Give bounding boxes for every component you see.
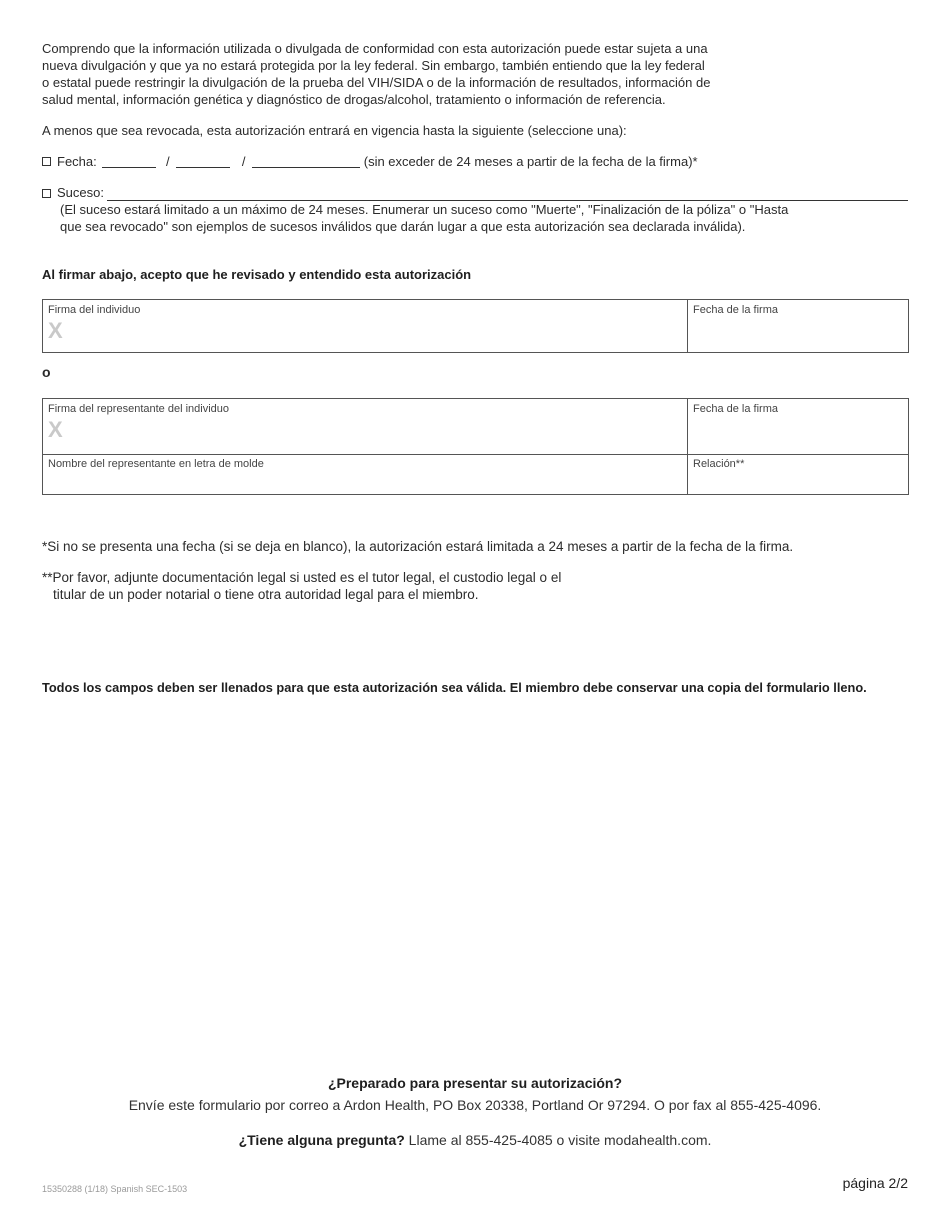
representative-date-cell[interactable] (688, 399, 908, 454)
submit-instructions: Envíe este formulario por correo a Ardon Health, PO Box 20338, Portland Or 97294. O por fax al 855-425-4096. (128, 1097, 822, 1113)
footnote-legal-line: titular de un poder notarial o tiene otra autoridad legal para el miembro. (53, 587, 479, 602)
date-label: Fecha: (57, 154, 97, 169)
or-text: o (42, 364, 51, 380)
sign-heading: Al firmar abajo, acepto que he revisado y entendido esta autorización (42, 267, 472, 282)
event-label: Suceso: (57, 185, 104, 200)
footnote-date: *Si no se presenta una fecha (si se deja en blanco), la autorización estará limitada a 24 meses a partir de la fecha de la firma. (42, 539, 794, 554)
date-checkbox[interactable] (42, 157, 51, 166)
date-month-field[interactable] (102, 156, 156, 168)
date-note: (sin exceder de 24 meses a partir de la fecha de la firma)* (363, 154, 698, 169)
validity-prompt: A menos que sea revocada, esta autorización entrará en vigencia hasta la siguiente (seleccione una): (42, 123, 627, 138)
event-field[interactable] (107, 188, 908, 201)
individual-date-label: Fecha de la firma (693, 304, 778, 316)
date-day-field[interactable] (176, 156, 230, 168)
page-number: página 2/2 (842, 1175, 908, 1191)
intro-line: o estatal puede restringir la divulgación de la prueba del VIH/SIDA o de la información de resultados, información de (42, 75, 711, 90)
intro-line: salud mental, información genética y diagnóstico de drogas/alcohol, tratamiento o información de referencia. (42, 92, 666, 107)
individual-signature-cell[interactable] (43, 300, 688, 352)
representative-name-label: Nombre del representante en letra de molde (48, 458, 264, 470)
required-fields-notice: Todos los campos deben ser llenados para que esta autorización sea válida. El miembro debe conservar una copia del formulario lleno. (42, 680, 867, 695)
event-note-line: (El suceso estará limitado a un máximo de 24 meses. Enumerar un suceso como "Muerte", "Finalización de la póliza" o "Hasta (60, 202, 789, 217)
date-separator: / (166, 154, 170, 169)
submit-heading: ¿Preparado para presentar su autorización? (327, 1075, 623, 1091)
representative-signature-cell[interactable] (43, 399, 688, 454)
representative-relation-cell[interactable] (688, 454, 908, 494)
event-note (42, 201, 908, 235)
individual-date-cell[interactable] (688, 300, 908, 352)
footnote-legal (42, 569, 561, 603)
representative-relation-label: Relación** (693, 458, 745, 470)
individual-signature-table (42, 299, 909, 353)
event-note-line: que sea revocado" son ejemplos de sucesos inválidos que darán lugar a que esta autorización sea declarada inválida). (60, 219, 746, 234)
representative-signature-label: Firma del representante del individuo (48, 403, 229, 415)
representative-signature-table (42, 398, 909, 495)
footnote-legal-line: **Por favor, adjunte documentación legal si usted es el tutor legal, el custodio legal o el (42, 570, 562, 585)
representative-name-cell[interactable] (43, 454, 688, 494)
date-separator: / (241, 154, 246, 169)
intro-line: Comprendo que la información utilizada o divulgada de conformidad con esta autorización puede estar sujeta a una (42, 41, 708, 56)
signature-x-mark: X (48, 318, 63, 343)
intro-paragraph (42, 40, 782, 108)
questions-line (0, 1132, 950, 1148)
event-option (42, 184, 908, 235)
questions-text: Llame al 855-425-4085 o visite modahealth.com. (404, 1132, 712, 1148)
form-code: 15350288 (1/18) Spanish SEC-1503 (42, 1184, 188, 1194)
questions-bold: ¿Tiene alguna pregunta? (238, 1132, 405, 1148)
event-checkbox[interactable] (42, 189, 51, 198)
representative-date-label: Fecha de la firma (693, 403, 778, 415)
date-year-field[interactable] (252, 156, 360, 168)
intro-line: nueva divulgación y que ya no estará protegida por la ley federal. Sin embargo, también entiendo que la ley federal (42, 58, 705, 73)
signature-x-mark: X (48, 417, 63, 442)
date-option (42, 153, 698, 170)
individual-signature-label: Firma del individuo (48, 304, 141, 316)
